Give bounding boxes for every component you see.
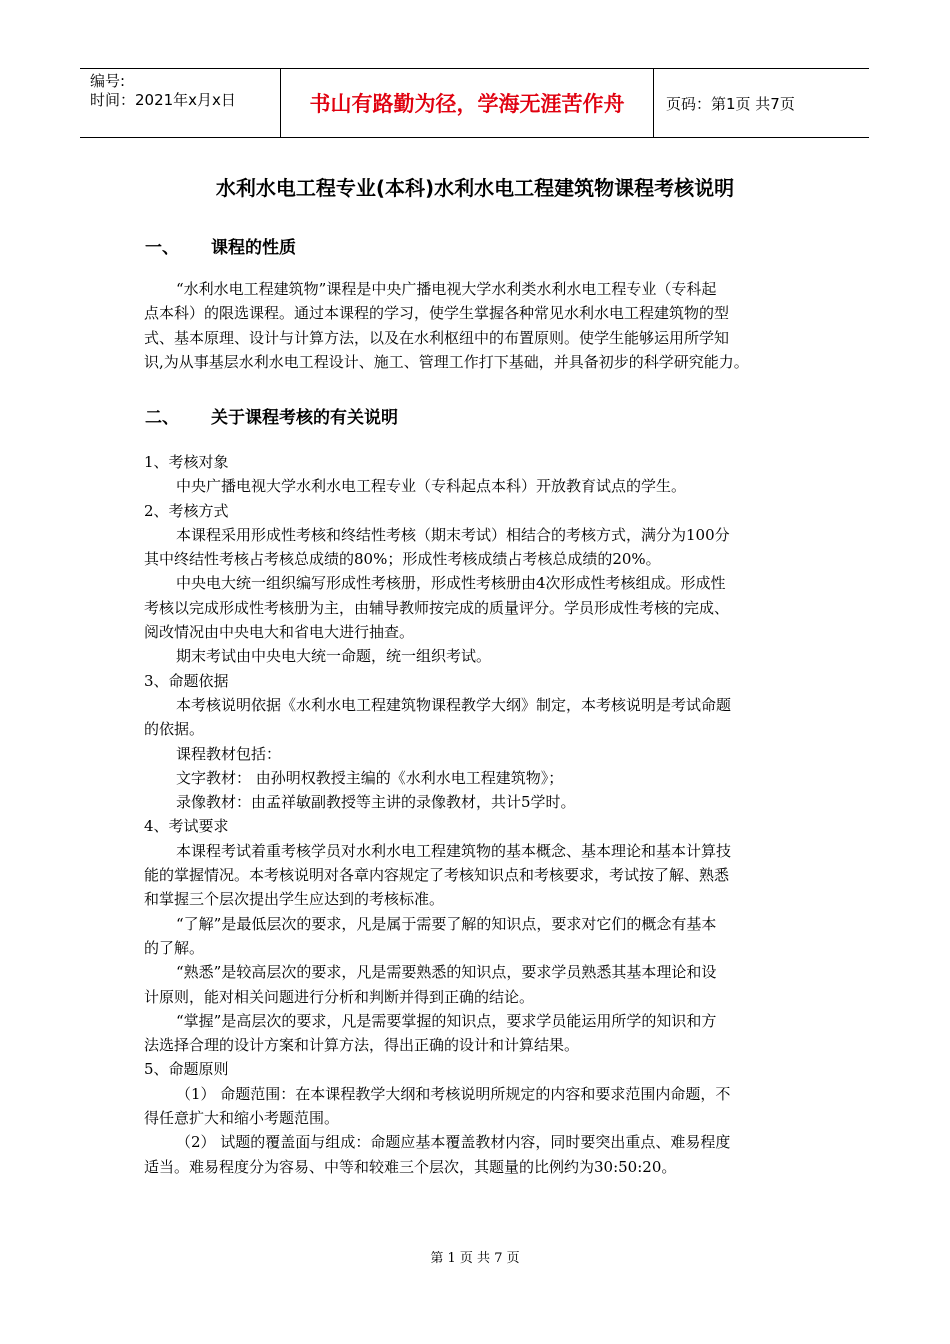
- text-line: 法选择合理的设计方案和计算方法，得出正确的设计和计算结果。: [144, 1036, 580, 1055]
- page-header: [80, 68, 869, 138]
- section-title: 关于课程考核的有关说明: [211, 408, 398, 428]
- text-line: 2、考核方式: [144, 501, 229, 520]
- text-line: 考核以完成形成性考核册为主，由辅导教师按完成的质量评分。学员形成性考核的完成、: [144, 598, 730, 617]
- header-motto: 书山有路勤为径，学海无涯苦作舟: [280, 69, 654, 137]
- text-line: 录像教材：由孟祥敏副教授等主讲的录像教材，共计5学时。: [176, 793, 576, 812]
- text-line: 文字教材： 由孙明权教授主编的《水利水电工程建筑物》；: [176, 768, 564, 787]
- text-line: 计原则，能对相关问题进行分析和判断并得到正确的结论。: [144, 987, 535, 1006]
- section-1-body: [144, 277, 809, 374]
- section-number: 二、: [145, 408, 179, 428]
- date-line: 时间：2021年x月x日: [90, 91, 236, 109]
- text-line: （1） 命题范围：在本课程教学大纲和考核说明所规定的内容和要求范围内命题，不: [176, 1084, 731, 1103]
- section-title: 课程的性质: [211, 238, 296, 258]
- section-number: 一、: [145, 238, 179, 258]
- text-line: 课程教材包括：: [176, 744, 282, 763]
- text-line: 阅改情况由中央电大和省电大进行抽查。: [144, 623, 415, 642]
- text-line: 识,为从事基层水利水电工程设计、施工、管理工作打下基础，并具备初步的科学研究能力。: [144, 352, 749, 371]
- text-line: 5、命题原则: [144, 1060, 229, 1079]
- text-line: 中央电大统一组织编写形成性考核册，形成性考核册由4次形成性考核组成。形成性: [176, 574, 726, 593]
- section-2-body: [144, 450, 809, 1179]
- text-line: 式、基本原理、设计与计算方法，以及在水利枢纽中的布置原则。使学生能够运用所学知: [144, 328, 730, 347]
- text-line: 其中终结性考核占考核总成绩的80%；形成性考核成绩占考核总成绩的20%。: [144, 550, 661, 569]
- text-line: 期末考试由中央电大统一命题，统一组织考试。: [176, 647, 492, 666]
- text-line: 的依据。: [144, 720, 205, 739]
- text-line: “熟悉”是较高层次的要求，凡是需要熟悉的知识点，要求学员熟悉其基本理论和设: [176, 963, 717, 982]
- text-line: 点本科）的限选课程。通过本课程的学习，使学生掌握各种常见水利水电工程建筑物的型: [144, 304, 730, 323]
- header-meta: [80, 69, 280, 137]
- text-line: （2） 试题的覆盖面与组成：命题应基本覆盖教材内容，同时要突出重点、难易程度: [176, 1133, 731, 1152]
- document-title: 水利水电工程专业(本科)水利水电工程建筑物课程考核说明: [215, 176, 735, 200]
- text-line: 能的掌握情况。本考核说明对各章内容规定了考核知识点和考核要求，考试按了解、熟悉: [144, 866, 730, 885]
- section-2-heading: [145, 403, 398, 428]
- text-line: 本考核说明依据《水利水电工程建筑物课程教学大纲》制定，本考核说明是考试命题: [176, 695, 732, 714]
- text-line: 1、考核对象: [144, 453, 229, 471]
- text-line: “了解”是最低层次的要求，凡是属于需要了解的知识点，要求对它们的概念有基本: [176, 914, 717, 933]
- text-line: 的了解。: [144, 938, 205, 957]
- text-line: “掌握”是高层次的要求，凡是需要掌握的知识点，要求学员能运用所学的知识和方: [176, 1011, 717, 1030]
- text-line: 本课程采用形成性考核和终结性考核（期末考试）相结合的考核方式，满分为100分: [176, 525, 730, 544]
- text-line: 中央广播电视大学水利水电工程专业（专科起点本科）开放教育试点的学生。: [176, 477, 687, 496]
- text-line: 4、考试要求: [144, 817, 229, 836]
- code-label: 编号:: [90, 72, 126, 90]
- text-line: 和掌握三个层次提出学生应达到的考核标准。: [144, 890, 445, 909]
- text-line: “水利水电工程建筑物”课程是中央广播电视大学水利类水利水电工程专业（专科起: [176, 280, 717, 298]
- text-line: 3、命题依据: [144, 671, 229, 690]
- text-line: 适当。难易程度分为容易、中等和较难三个层次，其题量的比例约为30:50:20。: [144, 1157, 677, 1176]
- text-line: 得任意扩大和缩小考题范围。: [144, 1109, 340, 1128]
- section-1-heading: [145, 233, 296, 258]
- header-page-info: 页码：第1页 共7页: [666, 94, 795, 113]
- text-line: 本课程考试着重考核学员对水利水电工程建筑物的基本概念、基本理论和基本计算技: [176, 841, 732, 860]
- page-footer: 第 1 页 共 7 页: [430, 1251, 520, 1266]
